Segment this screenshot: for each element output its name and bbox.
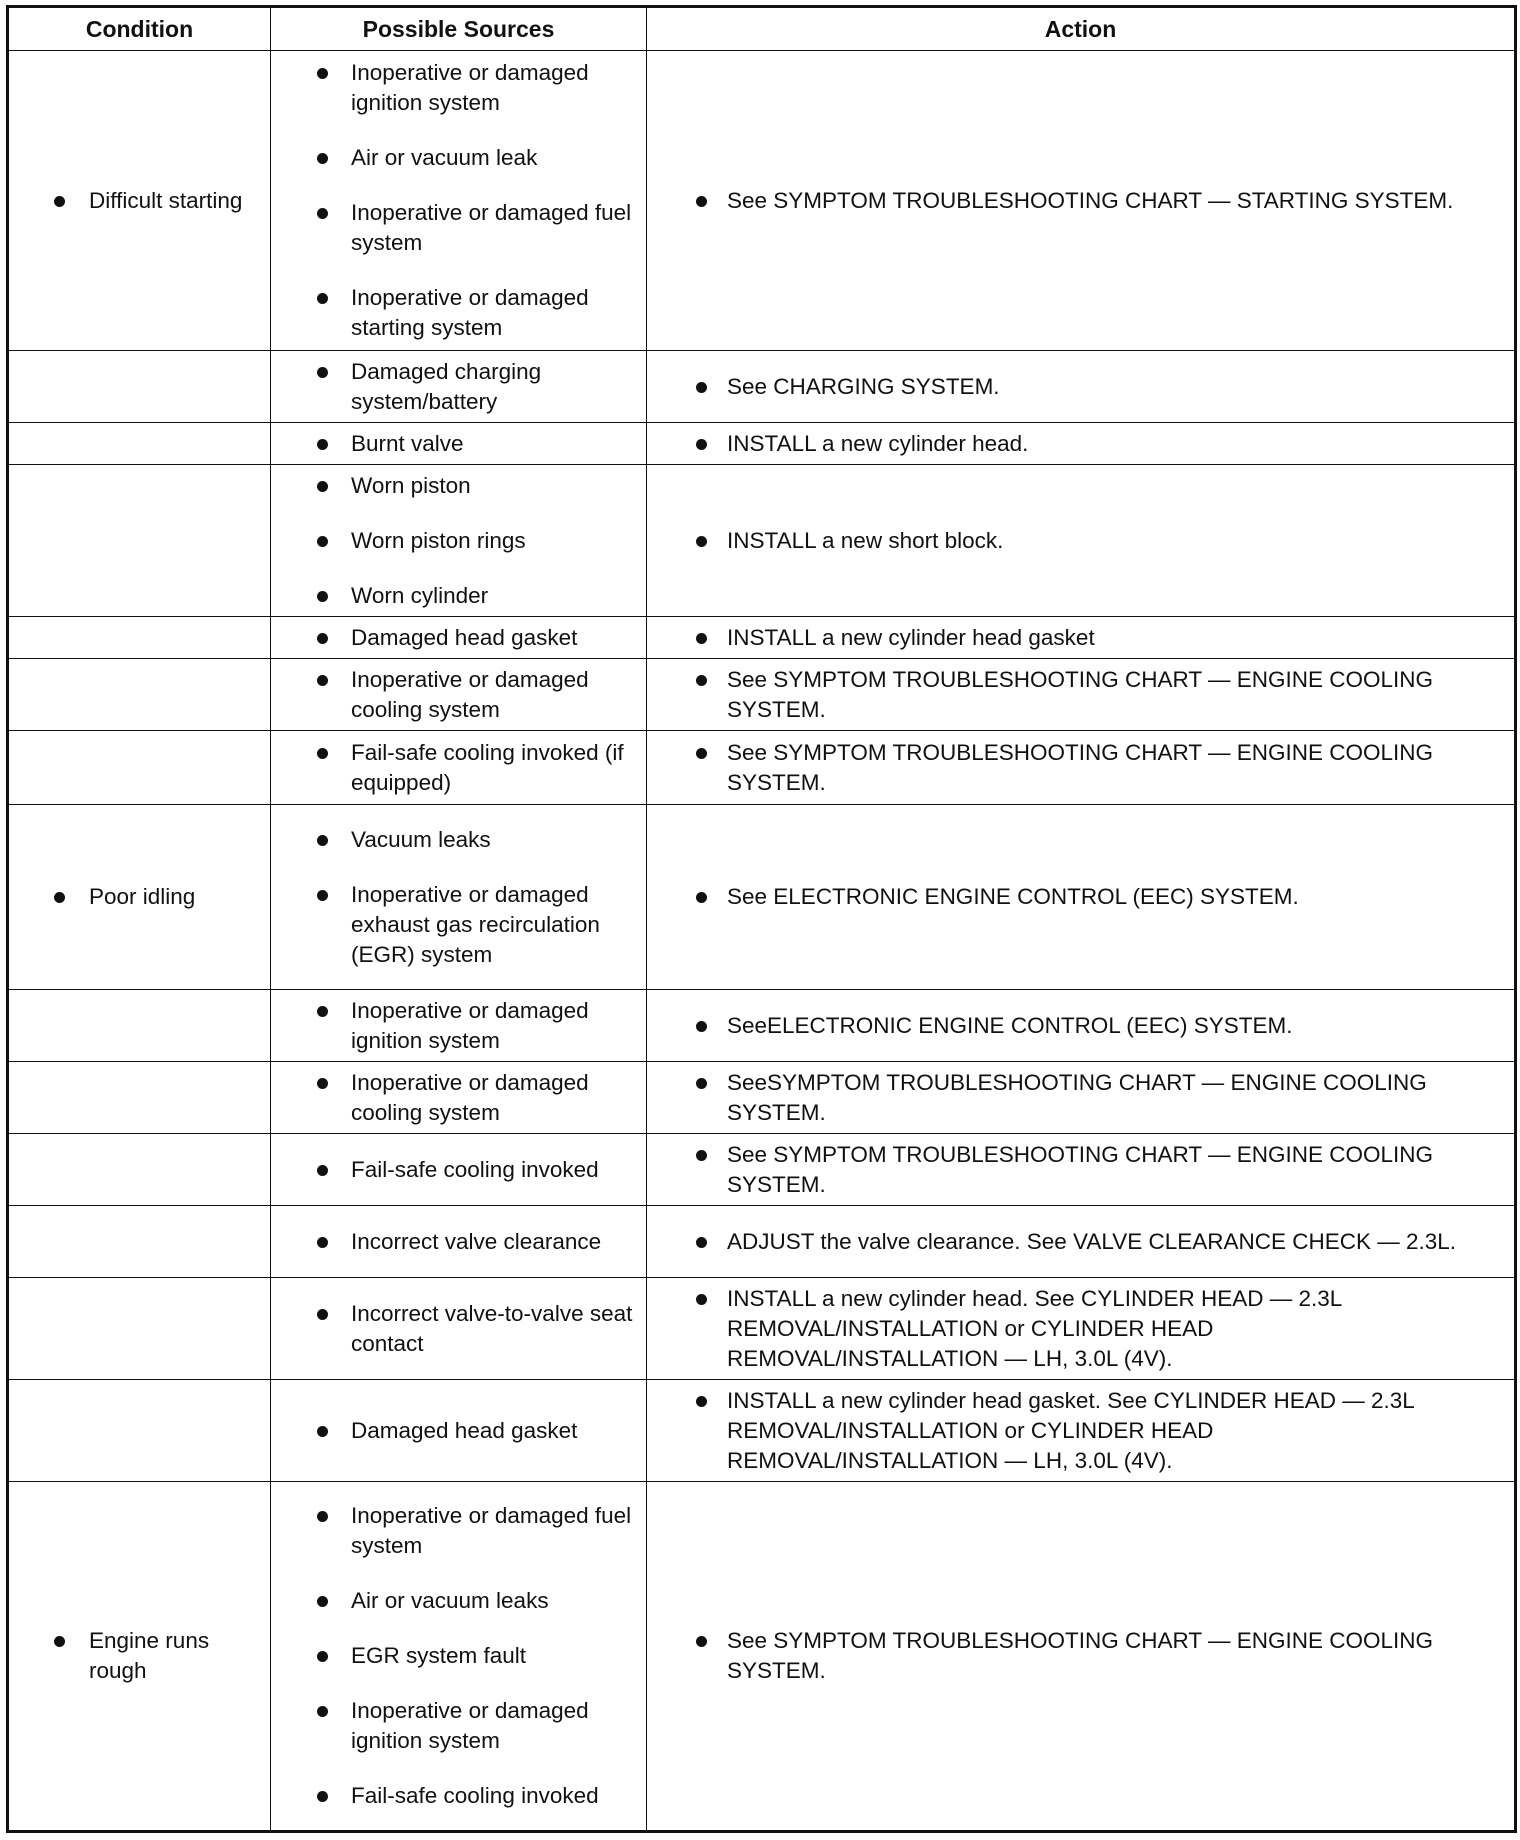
possible-sources-cell <box>271 617 647 659</box>
condition-cell <box>8 990 271 1062</box>
source-item: Inoperative or damaged ignition system <box>271 1696 646 1756</box>
possible-sources-cell <box>271 51 647 351</box>
source-item: Inoperative or damaged fuel system <box>271 1501 646 1561</box>
source-item: Vacuum leaks <box>271 825 646 855</box>
condition-cell <box>8 1482 271 1832</box>
table-row <box>8 1482 1516 1832</box>
possible-sources-cell-list <box>271 825 646 970</box>
possible-sources-cell-list <box>271 1155 646 1185</box>
table-row <box>8 51 1516 351</box>
condition-cell <box>8 1134 271 1206</box>
possible-sources-cell-list <box>271 1068 646 1128</box>
action-item: See SYMPTOM TROUBLESHOOTING CHART — ENGINE COOLING SYSTEM. <box>647 1626 1514 1686</box>
possible-sources-cell-list <box>271 1227 646 1257</box>
source-item: Fail-safe cooling invoked <box>271 1155 646 1185</box>
possible-sources-cell <box>271 1482 647 1832</box>
action-cell <box>647 1134 1516 1206</box>
table-row <box>8 1062 1516 1134</box>
action-item: SeeELECTRONIC ENGINE CONTROL (EEC) SYSTEM. <box>647 1011 1514 1041</box>
source-item: Fail-safe cooling invoked (if equipped) <box>271 738 646 798</box>
condition-cell <box>8 423 271 465</box>
action-cell <box>647 465 1516 617</box>
possible-sources-cell-list <box>271 1501 646 1811</box>
table-row <box>8 465 1516 617</box>
action-cell-list <box>647 882 1514 912</box>
condition-cell <box>8 51 271 351</box>
source-item: Damaged head gasket <box>271 623 646 653</box>
column-header-action: Action <box>647 7 1516 51</box>
condition-cell <box>8 659 271 731</box>
source-item: Damaged charging system/battery <box>271 357 646 417</box>
table-header-row <box>8 7 1516 51</box>
action-cell <box>647 51 1516 351</box>
action-cell-list <box>647 665 1514 725</box>
source-item: Inoperative or damaged exhaust gas recirculation (EGR) system <box>271 880 646 970</box>
action-cell-list <box>647 526 1514 556</box>
action-item: INSTALL a new cylinder head. <box>647 429 1514 459</box>
source-item: EGR system fault <box>271 1641 646 1671</box>
possible-sources-cell-list <box>271 357 646 417</box>
table-row <box>8 1278 1516 1380</box>
condition-cell <box>8 1380 271 1482</box>
action-item: ADJUST the valve clearance. See VALVE CLEARANCE CHECK — 2.3L. <box>647 1227 1514 1257</box>
action-item: See SYMPTOM TROUBLESHOOTING CHART — ENGINE COOLING SYSTEM. <box>647 738 1514 798</box>
action-cell-list <box>647 1011 1514 1041</box>
action-cell <box>647 1206 1516 1278</box>
source-item: Inoperative or damaged cooling system <box>271 1068 646 1128</box>
column-header-possible-sources: Possible Sources <box>271 7 647 51</box>
table-row <box>8 423 1516 465</box>
action-cell <box>647 1062 1516 1134</box>
condition-cell-list <box>9 1626 270 1686</box>
condition-cell-list <box>9 882 270 912</box>
table-row <box>8 1380 1516 1482</box>
possible-sources-cell-list <box>271 623 646 653</box>
condition-item: Difficult starting <box>9 186 270 216</box>
action-item: INSTALL a new cylinder head gasket. See CYLINDER HEAD — 2.3L REMOVAL/INSTALLATION or CYLINDER HEAD REMOVAL/INSTALLATION — LH, 3.0L (4V). <box>647 1386 1514 1476</box>
action-item: INSTALL a new cylinder head gasket <box>647 623 1514 653</box>
possible-sources-cell-list <box>271 665 646 725</box>
condition-item: Engine runs rough <box>9 1626 270 1686</box>
source-item: Worn piston rings <box>271 526 646 556</box>
condition-cell <box>8 465 271 617</box>
possible-sources-cell <box>271 990 647 1062</box>
action-cell <box>647 1380 1516 1482</box>
action-cell-list <box>647 372 1514 402</box>
possible-sources-cell <box>271 1206 647 1278</box>
source-item: Incorrect valve-to-valve seat contact <box>271 1299 646 1359</box>
source-item: Inoperative or damaged starting system <box>271 283 646 343</box>
condition-cell-list <box>9 186 270 216</box>
possible-sources-cell <box>271 805 647 990</box>
action-item: SeeSYMPTOM TROUBLESHOOTING CHART — ENGINE COOLING SYSTEM. <box>647 1068 1514 1128</box>
action-cell <box>647 659 1516 731</box>
table-row <box>8 659 1516 731</box>
action-cell <box>647 617 1516 659</box>
condition-cell <box>8 731 271 805</box>
action-item: See ELECTRONIC ENGINE CONTROL (EEC) SYSTEM. <box>647 882 1514 912</box>
source-item: Inoperative or damaged ignition system <box>271 58 646 118</box>
source-item: Worn cylinder <box>271 581 646 611</box>
action-cell-list <box>647 1386 1514 1476</box>
action-item: See SYMPTOM TROUBLESHOOTING CHART — STARTING SYSTEM. <box>647 186 1514 216</box>
table-row <box>8 1206 1516 1278</box>
condition-cell <box>8 805 271 990</box>
possible-sources-cell-list <box>271 471 646 611</box>
possible-sources-cell-list <box>271 996 646 1056</box>
action-cell-list <box>647 1227 1514 1257</box>
table-row <box>8 1134 1516 1206</box>
action-cell-list <box>647 1284 1514 1374</box>
source-item: Inoperative or damaged fuel system <box>271 198 646 258</box>
possible-sources-cell-list <box>271 1299 646 1359</box>
table-row <box>8 805 1516 990</box>
action-cell <box>647 990 1516 1062</box>
action-cell <box>647 1482 1516 1832</box>
table-row <box>8 617 1516 659</box>
action-cell <box>647 423 1516 465</box>
action-cell-list <box>647 1626 1514 1686</box>
action-cell <box>647 805 1516 990</box>
source-item: Worn piston <box>271 471 646 501</box>
action-cell-list <box>647 1140 1514 1200</box>
condition-cell <box>8 351 271 423</box>
action-item: See SYMPTOM TROUBLESHOOTING CHART — ENGINE COOLING SYSTEM. <box>647 1140 1514 1200</box>
source-item: Fail-safe cooling invoked <box>271 1781 646 1811</box>
source-item: Burnt valve <box>271 429 646 459</box>
source-item: Damaged head gasket <box>271 1416 646 1446</box>
possible-sources-cell-list <box>271 1416 646 1446</box>
column-header-condition: Condition <box>8 7 271 51</box>
action-cell-list <box>647 738 1514 798</box>
possible-sources-cell <box>271 1062 647 1134</box>
action-item: See SYMPTOM TROUBLESHOOTING CHART — ENGINE COOLING SYSTEM. <box>647 665 1514 725</box>
possible-sources-cell-list <box>271 738 646 798</box>
condition-cell <box>8 617 271 659</box>
possible-sources-cell <box>271 731 647 805</box>
possible-sources-cell <box>271 423 647 465</box>
troubleshooting-chart-page <box>6 5 1514 1835</box>
table-row <box>8 351 1516 423</box>
possible-sources-cell <box>271 465 647 617</box>
action-cell-list <box>647 1068 1514 1128</box>
action-cell <box>647 731 1516 805</box>
action-item: INSTALL a new short block. <box>647 526 1514 556</box>
source-item: Inoperative or damaged cooling system <box>271 665 646 725</box>
possible-sources-cell <box>271 351 647 423</box>
condition-cell <box>8 1278 271 1380</box>
action-item: See CHARGING SYSTEM. <box>647 372 1514 402</box>
condition-item: Poor idling <box>9 882 270 912</box>
symptom-troubleshooting-table <box>6 5 1517 1833</box>
table-row <box>8 731 1516 805</box>
possible-sources-cell <box>271 1134 647 1206</box>
possible-sources-cell <box>271 1278 647 1380</box>
action-item: INSTALL a new cylinder head. See CYLINDER HEAD — 2.3L REMOVAL/INSTALLATION or CYLINDER HEAD REMOVAL/INSTALLATION — LH, 3.0L (4V). <box>647 1284 1514 1374</box>
table-body <box>8 51 1516 1832</box>
condition-cell <box>8 1206 271 1278</box>
action-cell <box>647 351 1516 423</box>
source-item: Incorrect valve clearance <box>271 1227 646 1257</box>
possible-sources-cell-list <box>271 58 646 343</box>
table-row <box>8 990 1516 1062</box>
source-item: Air or vacuum leaks <box>271 1586 646 1616</box>
possible-sources-cell-list <box>271 429 646 459</box>
action-cell-list <box>647 429 1514 459</box>
possible-sources-cell <box>271 659 647 731</box>
source-item: Inoperative or damaged ignition system <box>271 996 646 1056</box>
action-cell-list <box>647 186 1514 216</box>
possible-sources-cell <box>271 1380 647 1482</box>
source-item: Air or vacuum leak <box>271 143 646 173</box>
action-cell <box>647 1278 1516 1380</box>
action-cell-list <box>647 623 1514 653</box>
condition-cell <box>8 1062 271 1134</box>
